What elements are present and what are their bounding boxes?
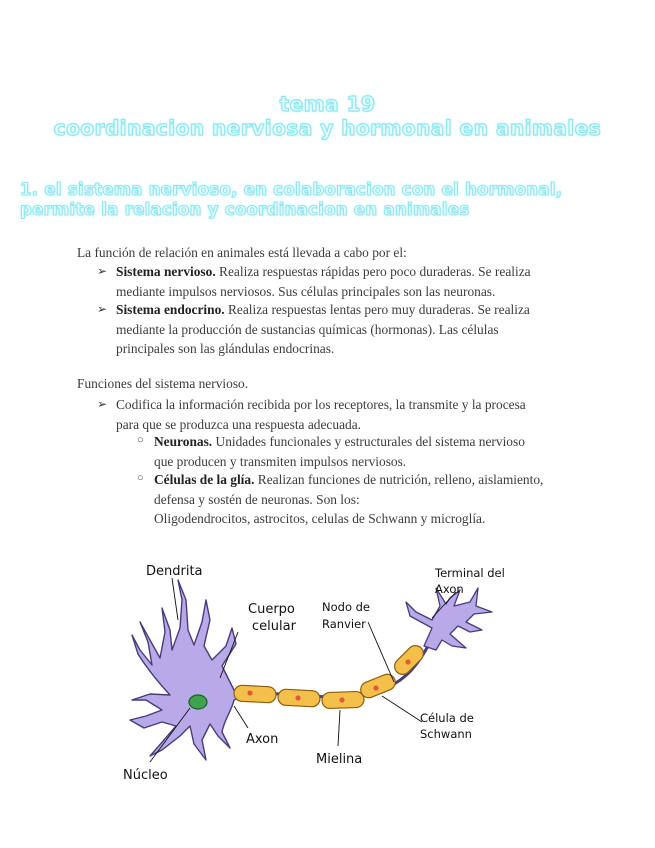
arrow-bullet-icon: ➢ — [97, 397, 108, 411]
circle-bullet-icon: ○ — [137, 472, 144, 484]
neuronas-line-1: Unidades funcionales y estructurales del sistema nervioso — [212, 434, 525, 449]
label-mielina: Mielina — [316, 752, 363, 767]
nervioso-line-2: mediante impulsos nerviosos. Sus células principales son las neuronas. — [116, 283, 496, 299]
endocrino-line-3: principales son las glándulas endocrinas. — [116, 341, 335, 356]
intro-text: La función de relación en animales está llevada a cabo por el: — [77, 245, 407, 260]
section-heading-line-2: permite la relacion y coordinacion en animales — [20, 200, 470, 219]
nucleus-shape — [189, 695, 207, 709]
functions-bullet — [116, 395, 606, 434]
term-endocrino: Sistema endocrino. — [116, 302, 225, 317]
label-nodo-2: Ranvier — [322, 617, 366, 631]
functions-heading: Funciones del sistema nervioso. — [77, 376, 249, 391]
glia-line-3: Oligodendrocitos, astrocitos, celulas de Schwann y microglía. — [154, 511, 486, 526]
label-cuerpo-2: celular — [252, 619, 296, 634]
nervioso-line-1: Realiza respuestas rápidas pero poco duraderas. Se realiza — [215, 264, 531, 279]
sub-item-neuronas — [154, 432, 604, 471]
topic-number: tema 19 — [279, 92, 376, 116]
endocrino-line-2: mediante la producción de sustancias químicas (hormonas). Las células — [116, 321, 499, 337]
term-glia: Células de la glía. — [154, 472, 255, 487]
circle-bullet-icon: ○ — [137, 434, 144, 446]
section-heading — [20, 180, 640, 220]
list-item-nervioso — [116, 262, 596, 301]
label-nucleo: Núcleo — [123, 768, 168, 783]
page-title: coordinacion nerviosa y hormonal en animales — [53, 116, 602, 140]
label-nodo-1: Nodo de — [322, 600, 371, 614]
endocrino-line-1: Realiza respuestas lentas pero muy duraderas. Se realiza — [224, 302, 530, 317]
functions-line-1: Codifica la información recibida por los receptores, la transmite y la procesa — [116, 397, 526, 412]
myelin-segments — [234, 642, 427, 708]
term-neuronas: Neuronas. — [154, 434, 213, 449]
label-celula-2: Schwann — [420, 727, 472, 741]
arrow-bullet-icon: ➢ — [97, 264, 108, 278]
label-dendrita: Dendrita — [146, 564, 203, 579]
label-terminal-2: Axon — [435, 582, 464, 596]
glia-line-1: Realizan funciones de nutrición, relleno, aislamiento, — [254, 472, 544, 487]
neuron-diagram — [110, 550, 530, 790]
label-cuerpo-1: Cuerpo — [248, 602, 295, 617]
arrow-bullet-icon: ➢ — [97, 302, 108, 316]
term-nervioso: Sistema nervioso. — [116, 264, 216, 279]
neuron-body-shape — [130, 580, 260, 760]
label-axon: Axon — [246, 732, 279, 747]
functions-line-2: para que se produzca una respuesta adecuada. — [116, 416, 361, 432]
glia-line-2: defensa y sostén de neuronas. Son los: — [154, 491, 360, 507]
sub-item-glia — [154, 470, 604, 529]
label-celula-1: Célula de — [420, 711, 474, 725]
label-terminal-1: Terminal del — [435, 566, 505, 580]
list-item-endocrino — [116, 300, 596, 359]
axon-terminal-shape — [406, 588, 492, 650]
section-heading-line-1: 1. el sistema nervioso, en colaboracion con el hormonal, — [20, 180, 563, 199]
neuronas-line-2: que producen y transmiten impulsos nerviosos. — [154, 453, 407, 469]
